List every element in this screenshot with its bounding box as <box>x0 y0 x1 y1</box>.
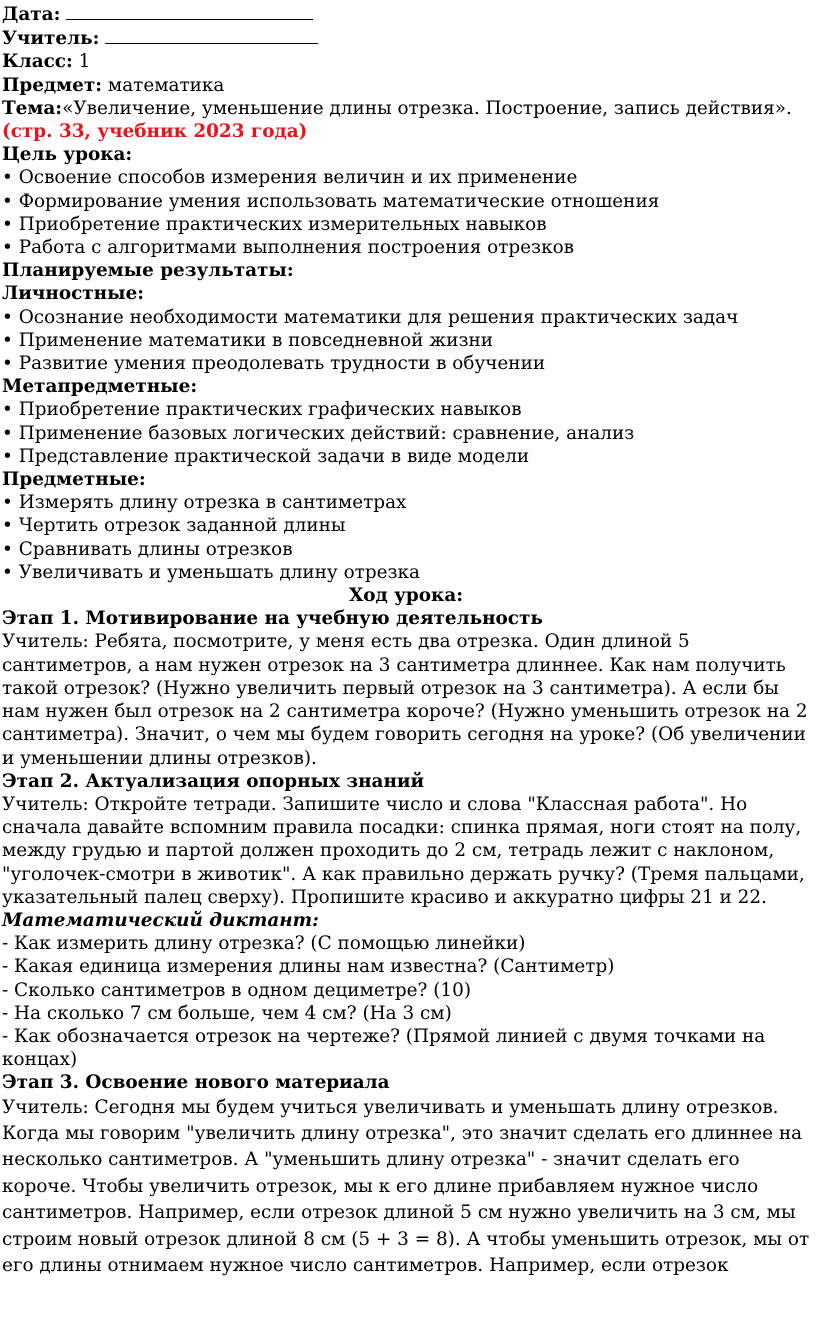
class-label: Класс: <box>2 51 73 73</box>
teacher-line <box>2 26 810 50</box>
results-heading: Планируемые результаты: <box>2 260 294 282</box>
meta-heading: Метапредметные: <box>2 376 198 398</box>
class-value: 1 <box>78 51 91 73</box>
subject-line <box>2 74 810 97</box>
list-item: • Осознание необходимости математики для решения практических задач <box>2 306 739 328</box>
dictation-list <box>2 932 810 1071</box>
subject-label: Предмет: <box>2 74 103 96</box>
date-label: Дата: <box>2 4 61 25</box>
subject-value: математика <box>107 74 225 96</box>
lesson-heading: Ход урока: <box>348 585 464 607</box>
stage3-text: Учитель: Сегодня мы будем учиться увеличивать и уменьшать длину отрезков. Когда мы говорим "увеличить длину отрезка", это значит сделать его длиннее на несколько сантиметров. А "уменьшить длину отрезка" - значит сделать его короче. Чтобы увеличить отрезок, мы к его длине прибавляем нужное число сантиметров. Например, если отрезок длиной 5 см нужно увеличить на 3 см, мы строим новый отрезок длиной 8 см (5 + 3 = 8). А чтобы уменьшить отрезок, мы от его длины отнимаем нужное число сантиметров. Например, если отрезок <box>2 1096 810 1276</box>
stage2-title: Этап 2. Актуализация опорных знаний <box>2 770 425 792</box>
list-item: • Увеличивать и уменьшать длину отрезка <box>2 561 420 583</box>
date-blank <box>66 2 313 20</box>
list-item: • Чертить отрезок заданной длины <box>2 515 346 537</box>
list-item: - Как измерить длину отрезка? (С помощью линейки) <box>2 933 526 955</box>
list-item: • Применение математики в повседневной жизни <box>2 329 493 351</box>
list-item: • Приобретение практических измерительных навыков <box>2 213 547 235</box>
list-item: • Работа с алгоритмами выполнения построения отрезков <box>2 237 574 259</box>
class-line <box>2 50 810 73</box>
topic-line <box>2 97 810 120</box>
subject-results-list <box>2 491 810 584</box>
meta-list <box>2 398 810 468</box>
list-item: • Развитие умения преодолевать трудности в обучении <box>2 353 546 375</box>
list-item: - На сколько 7 см больше, чем 4 см? (На 3 см) <box>2 1002 452 1024</box>
dictation-title: Математический диктант: <box>2 909 319 931</box>
list-item: • Формирование умения использовать математические отношения <box>2 190 660 212</box>
list-item: • Освоение способов измерения величин и их применение <box>2 167 578 189</box>
teacher-blank <box>105 26 318 44</box>
page-reference: (стр. 33, учебник 2023 года) <box>2 121 308 143</box>
teacher-label: Учитель: <box>2 28 100 50</box>
list-item: • Приобретение практических графических навыков <box>2 399 522 421</box>
goals-list <box>2 166 810 259</box>
subject-results-heading: Предметные: <box>2 469 146 491</box>
stage2-text: Учитель: Откройте тетради. Запишите число и слова "Классная работа". Но сначала давайте вспомним правила посадки: спинка прямая, ноги стоят на полу, между грудью и партой должен проходить до 2 см, тетрадь лежит с наклоном, "уголочек-смотри в животик". А как правильно держать ручку? (Тремя пальцами, указательный палец сверху). Пропишите красиво и аккуратно цифры 21 и 22. <box>2 793 805 908</box>
list-item: • Представление практической задачи в виде модели <box>2 445 530 467</box>
personal-heading: Личностные: <box>2 283 145 305</box>
stage1-text: Учитель: Ребята, посмотрите, у меня есть два отрезка. Один длиной 5 сантиметров, а нам нужен отрезок на 3 сантиметра длиннее. Как нам получить такой отрезок? (Нужно увеличить первый отрезок на 3 сантиметра). А если бы нам нужен был отрезок на 2 сантиметра короче? (Нужно уменьшить отрезок на 2 сантиметра). Значит, о чем мы будем говорить сегодня на уроке? (Об увеличении и уменьшении длины отрезков). <box>2 631 808 769</box>
goals-heading: Цель урока: <box>2 144 133 166</box>
topic-label: Тема: <box>2 97 63 119</box>
list-item: - Какая единица измерения длины нам известна? (Сантиметр) <box>2 956 615 978</box>
topic-value: «Увеличение, уменьшение длины отрезка. Построение, запись действия». <box>62 97 792 119</box>
stage1-title: Этап 1. Мотивирование на учебную деятельность <box>2 608 543 630</box>
list-item: • Измерять длину отрезка в сантиметрах <box>2 492 407 514</box>
list-item: - Сколько сантиметров в одном дециметре? (10) <box>2 979 472 1001</box>
date-line <box>2 2 810 26</box>
list-item: • Сравнивать длины отрезков <box>2 538 293 560</box>
list-item: - Как обозначается отрезок на чертеже? (Прямой линией с двумя точками на концах) <box>2 1025 766 1071</box>
list-item: • Применение базовых логических действий: сравнение, анализ <box>2 422 635 444</box>
personal-list <box>2 306 810 376</box>
lesson-plan-document <box>2 2 810 1279</box>
stage3-title: Этап 3. Освоение нового материала <box>2 1072 390 1094</box>
